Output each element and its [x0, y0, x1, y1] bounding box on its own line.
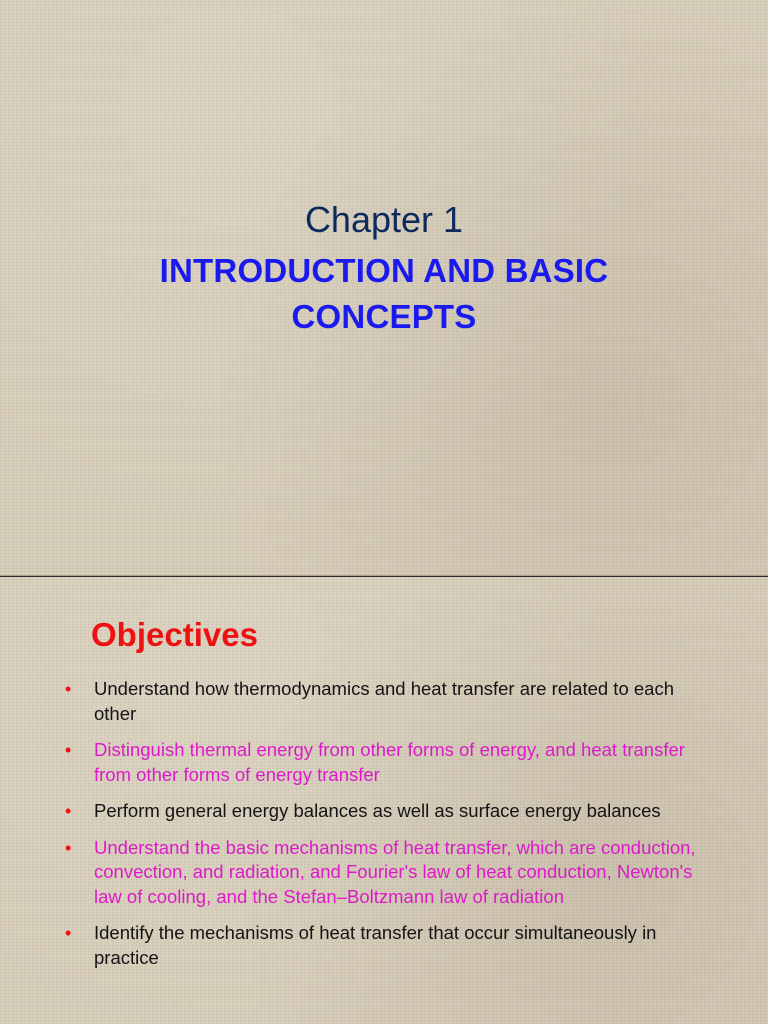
slide-objectives [0, 577, 768, 1024]
objective-item [0, 738, 768, 787]
objectives-list [0, 677, 768, 982]
objective-item [0, 677, 768, 726]
bullet-icon: • [65, 740, 72, 760]
objective-item [0, 921, 768, 970]
objective-item [0, 799, 768, 824]
chapter-label: Chapter 1 [304, 199, 464, 240]
objective-text: Identify the mechanisms of heat transfer that occur simultaneously in practice [94, 922, 657, 968]
chapter-title-line-2: CONCEPTS [291, 298, 477, 335]
bullet-icon: • [65, 923, 72, 943]
objective-item [0, 836, 768, 910]
chapter-title-line-1: INTRODUCTION AND BASIC [159, 252, 609, 289]
objective-text: Understand the basic mechanisms of heat transfer, which are conduction, convection, and radiation, and Fourier's law of heat conduction, Newton's law of cooling, and the Stefan–Boltzmann law of radiation [94, 836, 696, 907]
objective-text: Perform general energy balances as well as surface energy balances [94, 800, 661, 821]
bullet-icon: • [65, 837, 72, 858]
bullet-icon: • [65, 801, 72, 821]
bullet-icon: • [65, 679, 72, 699]
title-block [0, 196, 768, 340]
objective-text: Distinguish thermal energy from other forms of energy, and heat transfer from other forms of energy transfer [94, 739, 685, 785]
chapter-title [0, 248, 768, 340]
objective-text: Understand how thermodynamics and heat transfer are related to each other [94, 678, 674, 724]
objectives-heading: Objectives [91, 616, 258, 653]
